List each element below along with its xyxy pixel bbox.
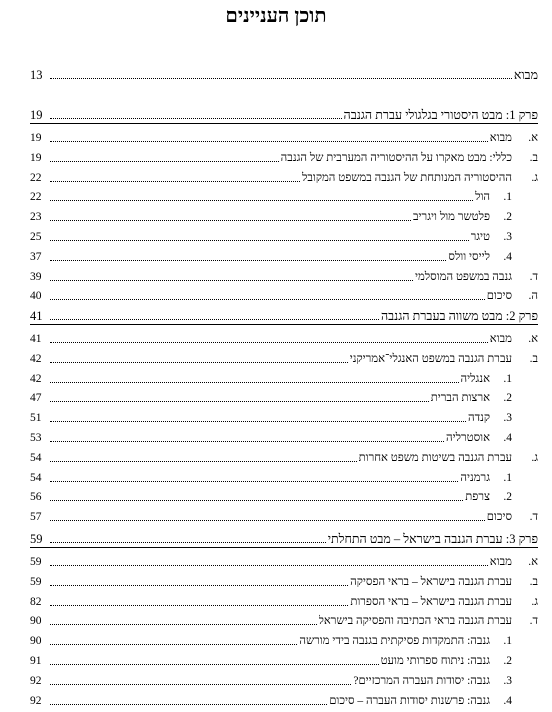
entry-number: א. xyxy=(528,333,538,345)
dot-leader xyxy=(50,161,279,162)
page-number: 42 xyxy=(30,352,42,365)
dot-leader xyxy=(50,260,446,261)
entry-number: 1. xyxy=(503,191,512,204)
page-number: 19 xyxy=(30,108,43,122)
toc-section-row[interactable] xyxy=(30,169,538,185)
entry-number: ג. xyxy=(531,171,538,184)
entry-title: לייסי וולס xyxy=(448,250,490,263)
entry-title: עברת הגנבה בשיטות משפט אחרות xyxy=(358,451,512,464)
entry-number: 4. xyxy=(503,432,512,444)
dot-leader xyxy=(50,78,512,79)
dot-leader xyxy=(50,585,348,586)
entry-number: ה. xyxy=(528,290,538,303)
entry-number: ב. xyxy=(529,151,538,164)
entry-number: ג. xyxy=(531,595,538,608)
page-number: 53 xyxy=(30,432,42,444)
dot-leader xyxy=(50,200,473,201)
page-number: 90 xyxy=(30,615,42,628)
entry-title: סיכום xyxy=(486,290,512,303)
toc-subsection-row[interactable] xyxy=(30,672,538,688)
page-number: 59 xyxy=(30,532,43,546)
entry-number: 2. xyxy=(503,491,512,504)
toc-subsection-row[interactable] xyxy=(30,488,538,504)
dot-leader xyxy=(50,382,459,383)
entry-number: 3. xyxy=(503,231,512,243)
page-number: 92 xyxy=(30,674,42,687)
entry-title: ההיסטוריה המנותחת של הגנבה במשפט המקובל xyxy=(301,171,512,184)
entry-title: טיגר xyxy=(470,231,490,243)
dot-leader xyxy=(50,401,429,402)
entry-title: גנבה: פרשנות יסודות העברה – סיכום xyxy=(329,694,490,707)
entry-number: 1. xyxy=(503,635,512,648)
entry-number: ב. xyxy=(529,352,538,365)
toc-subsection-row[interactable] xyxy=(30,370,538,386)
page-number: 22 xyxy=(30,171,42,184)
toc-section-row[interactable] xyxy=(30,287,538,303)
entry-title: פרק 3: עברת הגנבה בישראל – מבט התחלתי xyxy=(327,532,538,546)
dot-leader xyxy=(50,240,469,241)
page-number: 56 xyxy=(30,491,42,504)
dot-leader xyxy=(50,664,379,665)
entry-number: א. xyxy=(528,132,538,144)
entry-number: א. xyxy=(528,556,538,568)
entry-title: פלטשר מול ויגריב xyxy=(413,211,490,224)
dot-leader xyxy=(50,362,348,363)
dot-leader xyxy=(50,605,348,606)
entry-number: ד. xyxy=(529,270,538,283)
dot-leader xyxy=(50,220,411,221)
toc-section-row[interactable] xyxy=(30,449,538,465)
toc-section-row[interactable] xyxy=(30,573,538,589)
dot-leader xyxy=(50,684,351,685)
chapter-underline xyxy=(30,123,538,124)
dot-leader xyxy=(50,565,488,566)
entry-title: אוסטרליה xyxy=(446,432,490,444)
entry-number: 2. xyxy=(503,211,512,224)
page-number: 82 xyxy=(30,595,42,608)
entry-title: ארצות הברית xyxy=(430,392,490,405)
page-number: 41 xyxy=(30,309,43,323)
page-number: 59 xyxy=(30,556,42,568)
toc-subsection-row[interactable] xyxy=(30,469,538,485)
page-title: תוכן העניינים xyxy=(225,5,327,27)
toc-subsection-row[interactable] xyxy=(30,632,538,648)
entry-title: גנבה: ניתוח ספרותי מועט xyxy=(380,655,490,667)
toc-chapter-row[interactable] xyxy=(30,307,538,323)
entry-title: סיכום xyxy=(486,511,512,524)
dot-leader xyxy=(50,299,485,300)
page-number: 47 xyxy=(30,392,42,405)
page-number: 41 xyxy=(30,333,42,345)
entry-title: אנגליה xyxy=(460,372,490,385)
entry-title: צרפת xyxy=(465,491,490,504)
entry-number: 2. xyxy=(503,655,512,667)
entry-number: ד. xyxy=(529,511,538,524)
dot-leader xyxy=(50,704,327,705)
page-number: 19 xyxy=(30,132,42,144)
entry-title: עברת הגנבה בישראל – בראי הספרות xyxy=(350,595,512,608)
entry-title: עברת הגנבה בישראל – בראי הפסיקה xyxy=(350,575,512,588)
entry-title: גרמניה xyxy=(460,471,490,484)
toc-subsection-row[interactable] xyxy=(30,692,538,708)
dot-leader xyxy=(50,644,297,645)
toc-chapter-row[interactable] xyxy=(30,106,538,122)
entry-number: 1. xyxy=(503,372,512,385)
dot-leader xyxy=(50,181,300,182)
page-number: 25 xyxy=(30,231,42,243)
toc-subsection-row[interactable] xyxy=(30,248,538,264)
toc-subsection-row[interactable] xyxy=(30,228,538,244)
toc-section-row[interactable] xyxy=(30,268,538,284)
toc-section-row[interactable] xyxy=(30,553,538,569)
page-number: 57 xyxy=(30,511,42,524)
toc-section-row[interactable] xyxy=(30,129,538,145)
entry-number: 3. xyxy=(503,674,512,687)
page-number: 90 xyxy=(30,635,42,648)
entry-title: עברת הגנבה במשפט האנגלי־אמריקני xyxy=(349,352,512,365)
entry-number: ג. xyxy=(531,451,538,464)
toc-subsection-row[interactable] xyxy=(30,188,538,204)
toc-intro-row[interactable] xyxy=(30,66,538,82)
dot-leader xyxy=(50,441,444,442)
entry-title: הול xyxy=(475,191,490,204)
toc-section-row[interactable] xyxy=(30,612,538,628)
page-number: 22 xyxy=(30,191,42,204)
entry-number: 3. xyxy=(503,412,512,425)
entry-title: גנבה במשפט המוסלמי xyxy=(414,270,512,283)
toc-section-row[interactable] xyxy=(30,593,538,609)
dot-leader xyxy=(50,500,463,501)
page-number: 91 xyxy=(30,655,42,667)
dot-leader xyxy=(50,342,488,343)
page-number: 42 xyxy=(30,372,42,385)
toc-section-row[interactable] xyxy=(30,508,538,524)
dot-leader xyxy=(50,542,326,543)
toc-subsection-row[interactable] xyxy=(30,208,538,224)
dot-leader xyxy=(50,421,466,422)
entry-number: 4. xyxy=(503,250,512,263)
entry-title: פרק 1: מבט היסטורי בגלגולי עברת הגנבה xyxy=(343,108,538,122)
page-number: 51 xyxy=(30,412,42,425)
toc-section-row[interactable] xyxy=(30,350,538,366)
page-number: 37 xyxy=(30,250,42,263)
toc-section-row[interactable] xyxy=(30,330,538,346)
entry-title: מבוא xyxy=(489,333,512,345)
toc-subsection-row[interactable] xyxy=(30,409,538,425)
dot-leader xyxy=(50,280,413,281)
dot-leader xyxy=(50,319,379,320)
entry-title: מבוא xyxy=(489,132,512,144)
page-number: 54 xyxy=(30,451,42,464)
toc-subsection-row[interactable] xyxy=(30,652,538,668)
page-number: 19 xyxy=(30,151,42,164)
page-number: 13 xyxy=(30,68,43,82)
page-number: 54 xyxy=(30,471,42,484)
entry-title: גנבה: התמקדות פסיקתית בגנבה בידי מורשה xyxy=(299,635,490,648)
dot-leader xyxy=(50,624,317,625)
entry-title: גנבה: יסודות העברה המרכזיים? xyxy=(353,674,490,687)
dot-leader xyxy=(50,481,458,482)
toc-section-row[interactable] xyxy=(30,149,538,165)
toc-subsection-row[interactable] xyxy=(30,389,538,405)
dot-leader xyxy=(50,520,485,521)
toc-chapter-row[interactable] xyxy=(30,530,538,546)
page-number: 23 xyxy=(30,211,42,224)
entry-number: ב. xyxy=(529,575,538,588)
entry-title: קנדה xyxy=(467,412,490,425)
entry-number: 1. xyxy=(503,471,512,484)
entry-title: כללי: מבט מאקרו על ההיסטוריה המערבית של הגנבה xyxy=(280,151,512,164)
page-number: 59 xyxy=(30,575,42,588)
entry-title: מבוא xyxy=(513,68,538,82)
chapter-underline xyxy=(30,547,538,548)
page-number: 40 xyxy=(30,290,42,303)
entry-title: מבוא xyxy=(489,556,512,568)
chapter-underline xyxy=(30,324,538,325)
entry-number: 2. xyxy=(503,392,512,405)
page-number: 39 xyxy=(30,270,42,283)
dot-leader xyxy=(50,461,357,462)
entry-number: ד. xyxy=(529,615,538,628)
entry-number: 4. xyxy=(503,694,512,707)
dot-leader xyxy=(50,118,342,119)
page-number: 92 xyxy=(30,694,42,707)
toc-subsection-row[interactable] xyxy=(30,429,538,445)
dot-leader xyxy=(50,141,488,142)
entry-title: עברת הגנבה בראי הכתיבה והפסיקה בישראל xyxy=(318,615,512,628)
entry-title: פרק 2: מבט משווה בעברת הגנבה xyxy=(380,309,538,323)
